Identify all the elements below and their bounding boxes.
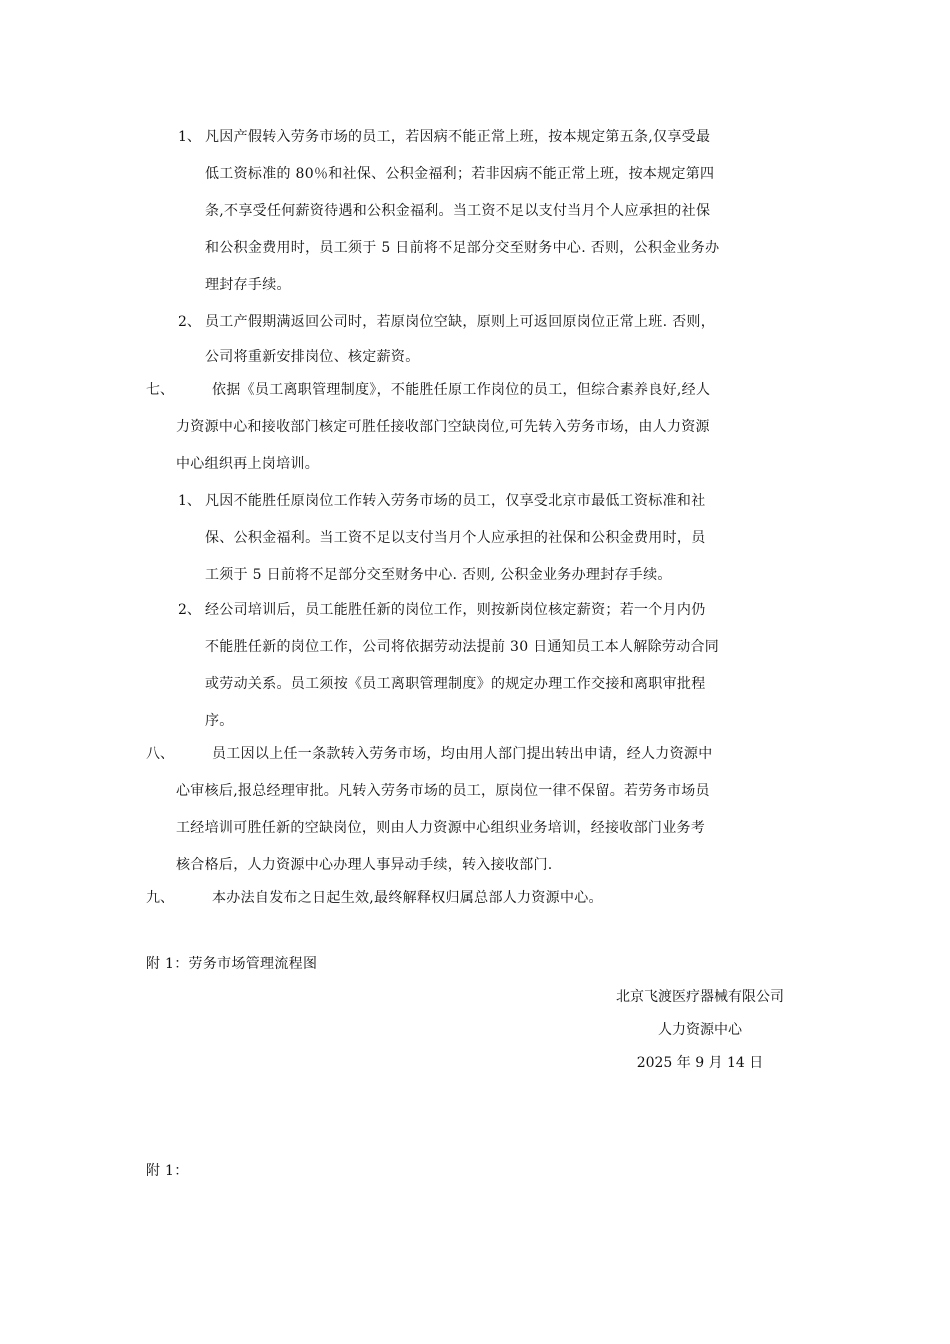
- paragraph-line: 心审核后,报总经理审批。凡转入劳务市场的员工，原岗位一律不保留。若劳务市场员: [176, 783, 710, 799]
- list-number: 2、: [178, 602, 201, 618]
- paragraph-line: 保、公积金福利。当工资不足以支付当月个人应承担的社保和公积金费用时，员: [205, 530, 706, 546]
- attachment-note: 附 1：劳务市场管理流程图: [146, 956, 318, 972]
- paragraph-line: 工经培训可胜任新的空缺岗位，则由人力资源中心组织业务培训，经接收部门业务考: [176, 820, 706, 836]
- paragraph-line: 依据《员工离职管理制度》，不能胜任原工作岗位的员工，但综合素养良好,经人: [212, 382, 711, 398]
- paragraph-line: 凡因产假转入劳务市场的员工，若因病不能正常上班，按本规定第五条,仅享受最: [205, 129, 711, 145]
- list-number: 2、: [178, 314, 201, 330]
- list-number: 1、: [178, 129, 201, 145]
- paragraph-line: 工须于 5 日前将不足部分交至财务中心. 否则, 公积金业务办理封存手续。: [205, 567, 672, 583]
- signature-company: 北京飞渡医疗器械有限公司: [616, 989, 784, 1005]
- attachment-label: 附 1：: [146, 1163, 189, 1179]
- paragraph-line: 或劳动关系。员工须按《员工离职管理制度》的规定办理工作交接和离职审批程: [205, 676, 706, 692]
- paragraph-line: 序。: [205, 713, 234, 729]
- article-number: 八、: [146, 746, 174, 762]
- signature-date: 2025 年 9 月 14 日: [636, 1055, 764, 1071]
- paragraph-line: 不能胜任新的岗位工作，公司将依据劳动法提前 30 日通知员工本人解除劳动合同: [205, 639, 720, 655]
- signature-department: 人力资源中心: [658, 1022, 742, 1038]
- article-number: 九、: [146, 890, 174, 906]
- paragraph-line: 中心组织再上岗培训。: [176, 456, 319, 472]
- paragraph-line: 凡因不能胜任原岗位工作转入劳务市场的员工，仅享受北京市最低工资标准和社: [205, 493, 706, 509]
- paragraph-line: 本办法自发布之日起生效,最终解释权归属总部人力资源中心。: [212, 890, 603, 906]
- article-number: 七、: [146, 382, 174, 398]
- list-number: 1、: [178, 493, 201, 509]
- paragraph-line: 公司将重新安排岗位、核定薪资。: [205, 349, 420, 365]
- paragraph-line: 条,不享受任何薪资待遇和公积金福利。当工资不足以支付当月个人应承担的社保: [205, 203, 711, 219]
- paragraph-line: 力资源中心和接收部门核定可胜任接收部门空缺岗位,可先转入劳务市场，由人力资源: [176, 419, 710, 435]
- paragraph-line: 经公司培训后，员工能胜任新的岗位工作，则按新岗位核定薪资；若一个月内仍: [205, 602, 706, 618]
- paragraph-line: 和公积金费用时，员工须于 5 日前将不足部分交至财务中心. 否则，公积金业务办: [205, 240, 720, 256]
- paragraph-line: 员工产假期满返回公司时，若原岗位空缺，原则上可返回原岗位正常上班. 否则，: [205, 314, 715, 330]
- paragraph-line: 理封存手续。: [205, 277, 291, 293]
- paragraph-line: 核合格后，人力资源中心办理人事异动手续，转入接收部门.: [176, 857, 553, 873]
- paragraph-line: 员工因以上任一条款转入劳务市场，均由用人部门提出转出申请，经人力资源中: [212, 746, 713, 762]
- paragraph-line: 低工资标准的 80％和社保、公积金福利；若非因病不能正常上班，按本规定第四: [205, 166, 715, 182]
